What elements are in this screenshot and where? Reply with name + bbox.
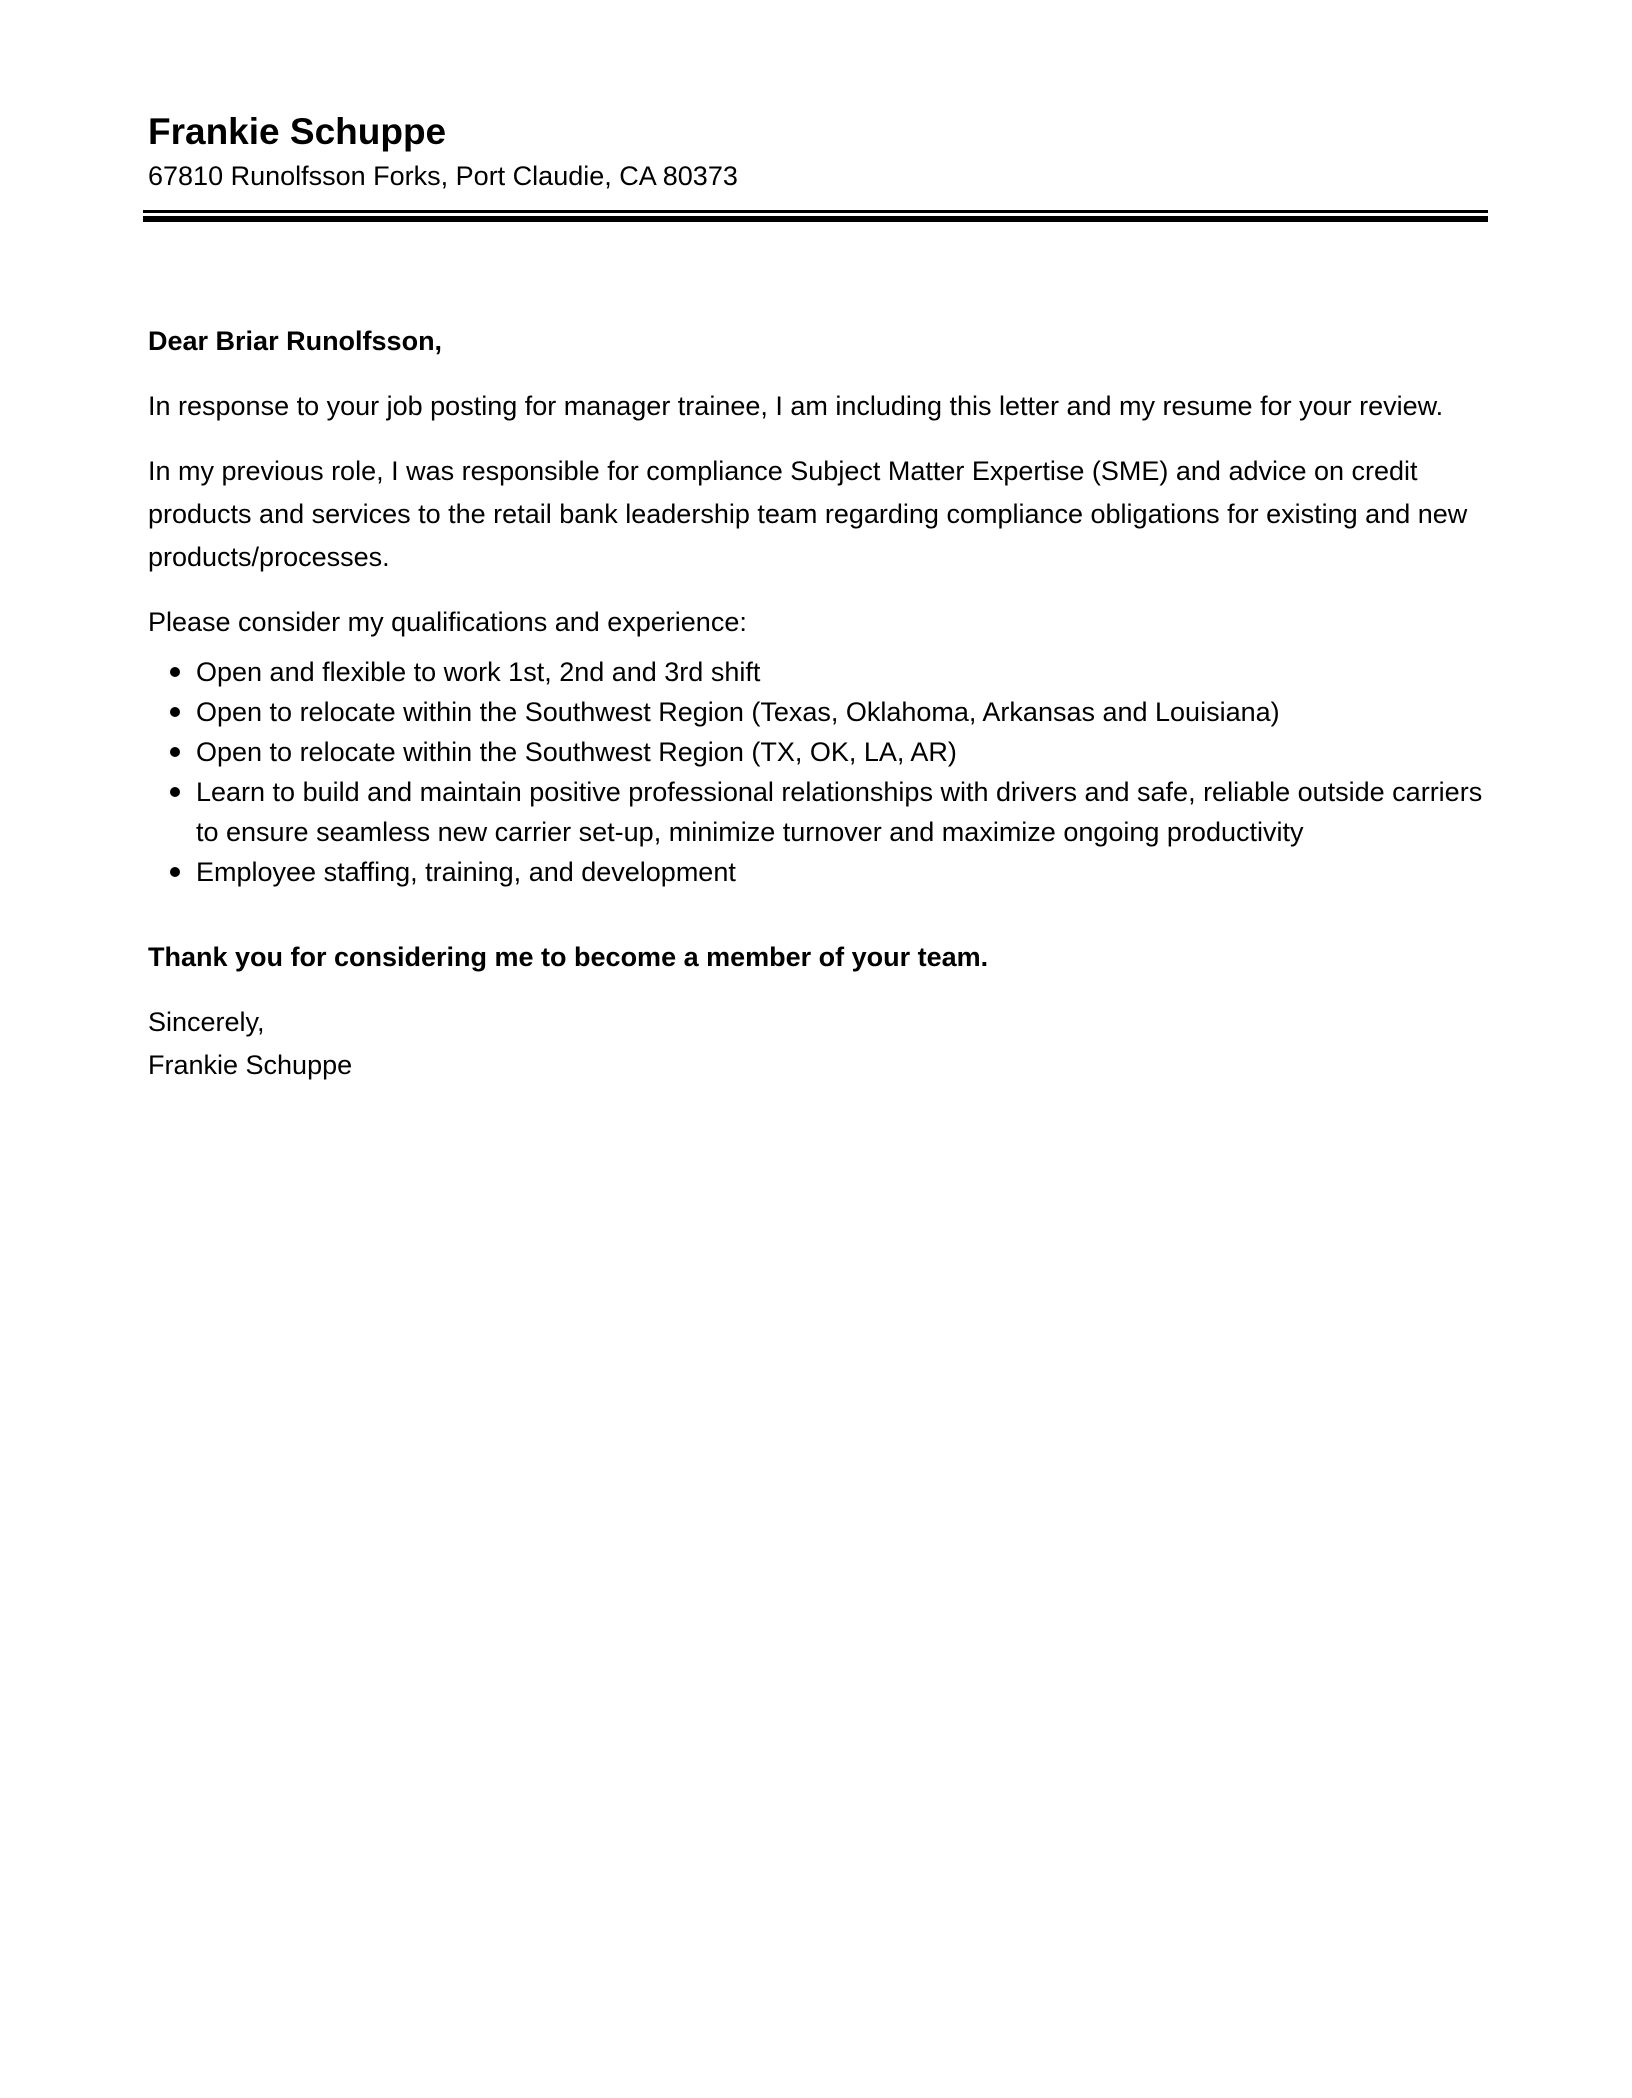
- header-divider-thin-line: [143, 210, 1488, 213]
- qualifications-intro: Please consider my qualifications and experience:: [148, 607, 747, 637]
- list-item-text: Employee staffing, training, and development: [196, 857, 736, 887]
- intro-paragraph: In response to your job posting for manager trainee, I am including this letter and my resume for your review.: [148, 391, 1444, 421]
- list-item: [148, 692, 1488, 732]
- list-item: [148, 652, 1488, 692]
- signature-name: Frankie Schuppe: [148, 1050, 353, 1080]
- bullet-icon: [170, 707, 180, 717]
- closing-statement: Thank you for considering me to become a member of your team.: [148, 942, 989, 972]
- list-item-text: Open to relocate within the Southwest Region (Texas, Oklahoma, Arkansas and Louisiana): [196, 697, 1280, 727]
- list-item-text: Learn to build and maintain positive professional relationships with drivers and safe, reliable outside carriers to ensure seamless new carrier set-up, minimize turnover and maximize ongoing productivity: [196, 777, 1483, 847]
- header-divider-thick-line: [143, 216, 1488, 222]
- bullet-icon: [170, 667, 180, 677]
- list-item-text: Open and flexible to work 1st, 2nd and 3rd shift: [196, 657, 761, 687]
- letter-body: [148, 320, 1488, 1087]
- letter-header: [148, 108, 1488, 196]
- qualifications-list: [148, 652, 1488, 892]
- bullet-icon: [170, 747, 180, 757]
- list-item: [148, 852, 1488, 892]
- list-item: [148, 732, 1488, 772]
- sender-address: 67810 Runolfsson Forks, Port Claudie, CA 80373: [148, 161, 738, 191]
- bullet-icon: [170, 787, 180, 797]
- list-item-text: Open to relocate within the Southwest Region (TX, OK, LA, AR): [196, 737, 957, 767]
- bullet-icon: [170, 867, 180, 877]
- signoff: Sincerely,: [148, 1007, 265, 1037]
- salutation: Dear Briar Runolfsson,: [148, 326, 443, 356]
- sender-name: Frankie Schuppe: [148, 111, 447, 152]
- experience-paragraph: In my previous role, I was responsible for compliance Subject Matter Expertise (SME) and advice on credit products and services to the retail bank leadership team regarding compliance obligations for existing and new products/processes.: [148, 456, 1468, 572]
- list-item: [148, 772, 1488, 852]
- header-divider: [143, 210, 1488, 222]
